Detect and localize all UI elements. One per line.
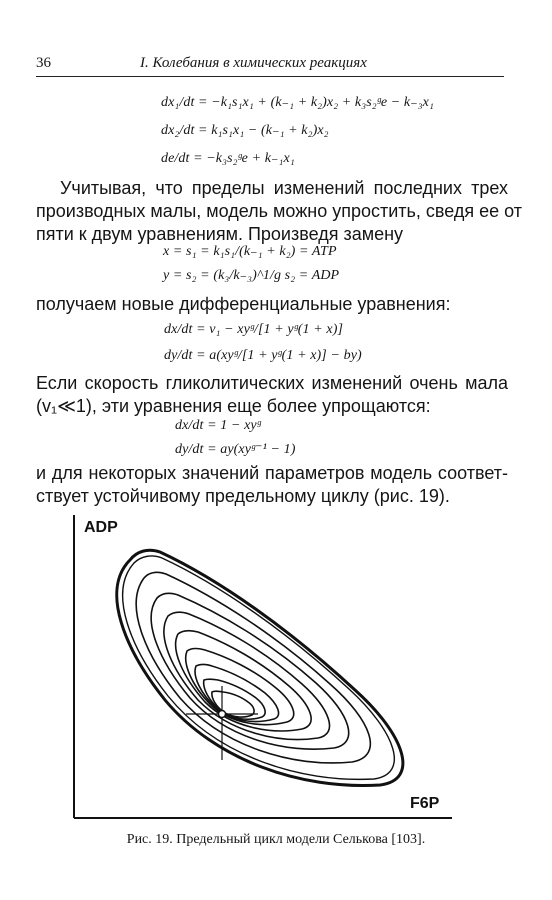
trajectory-curve bbox=[195, 665, 279, 722]
text-line: и для некоторых значений параметров модель соответ- bbox=[36, 463, 508, 483]
text-line: (v₁≪1), эти уравнения еще более упрощаются: bbox=[36, 396, 431, 416]
header-rule bbox=[36, 76, 504, 77]
paragraph-1 bbox=[36, 177, 523, 246]
running-title: I. Колебания в химических реакциях bbox=[140, 55, 367, 71]
equation-dy-simple: dy/dt = ay(xyᵍ⁻¹ − 1) bbox=[175, 442, 296, 457]
paragraph-2 bbox=[36, 293, 508, 316]
text-line: Если скорость гликолитических изменений очень мала bbox=[36, 373, 508, 393]
equation-de: de/dt = −k₃s₂ᵍe + k₋₁x₁ bbox=[161, 151, 295, 166]
equation-dx-simple: dx/dt = 1 − xyᵍ bbox=[175, 418, 261, 433]
equation-dy-full: dy/dt = a(xyᵍ/[1 + yᵍ(1 + x)] − by) bbox=[164, 348, 362, 363]
page-number: 36 bbox=[36, 55, 51, 71]
limit-cycle-figure bbox=[0, 500, 552, 830]
paragraph-3 bbox=[36, 372, 508, 418]
text-line: производных малы, модель можно упростить, сведя ее от bbox=[36, 201, 523, 221]
steady-state-point bbox=[219, 711, 226, 718]
trajectory-curve bbox=[136, 572, 370, 763]
x-axis-label: F6P bbox=[410, 795, 440, 812]
equation-x-sub: x = s₁ = k₁s₁/(k₋₁ + k₂) = ATP bbox=[163, 244, 337, 259]
figure-caption: Рис. 19. Предельный цикл модели Селькова [103]. bbox=[126, 832, 426, 847]
trajectory-curve bbox=[176, 631, 312, 731]
y-axis-label: ADP bbox=[84, 519, 118, 536]
trajectory-curve bbox=[123, 556, 395, 779]
equation-dx2: dx₂/dt = k₁s₁x₁ − (k₋₁ + k₂)x₂ bbox=[161, 123, 329, 138]
equation-y-sub: y = s₂ = (k₃/k₋₃)^1/g s₂ = ADP bbox=[163, 268, 340, 283]
equation-dx1: dx₁/dt = −k₁s₁x₁ + (k₋₁ + k₂)x₂ + k₃s₂ᵍe − k₋₃x₁ bbox=[161, 95, 434, 110]
text-line: пяти к двум уравнениям. Произведя замену bbox=[36, 224, 404, 244]
equation-dx-full: dx/dt = v₁ − xyᵍ/[1 + yᵍ(1 + x)] bbox=[164, 322, 344, 337]
text-line: Учитывая, что пределы изменений последних трех bbox=[60, 178, 508, 198]
text-line: ствует устойчивому предельному циклу (рис. 19). bbox=[36, 486, 450, 506]
page-header bbox=[36, 55, 496, 77]
trajectory-curve bbox=[151, 593, 349, 749]
trajectory-curve bbox=[186, 649, 294, 725]
trajectory-group bbox=[117, 550, 403, 785]
text-line: получаем новые дифференциальные уравнения: bbox=[36, 294, 451, 314]
